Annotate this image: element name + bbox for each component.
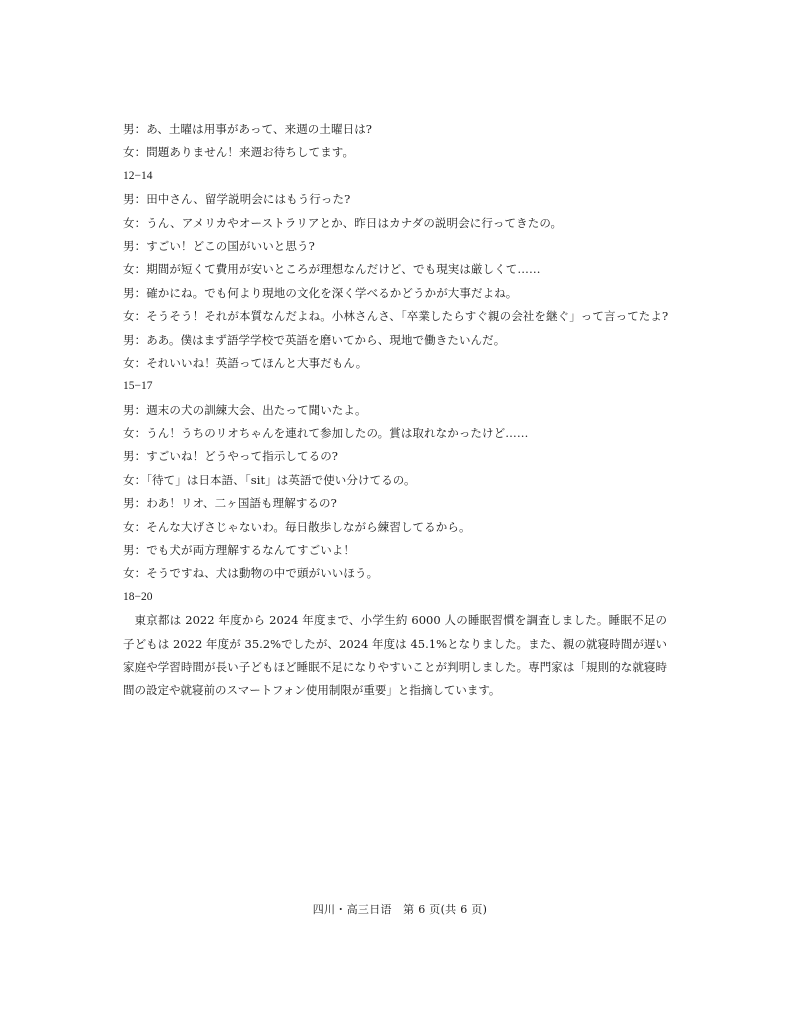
- dialogue-line: [123, 352, 683, 375]
- page-content: [123, 118, 683, 703]
- speaker-label: 男：: [123, 402, 147, 417]
- dialogue-line: [123, 235, 683, 258]
- speaker-label: 女：: [123, 262, 147, 277]
- speaker-label: 女：: [123, 145, 147, 160]
- dialogue-text: そうですね、犬は動物の中で頭がいいほう。: [146, 566, 379, 581]
- speaker-label: 女：: [123, 355, 147, 370]
- dialogue-text: ああ。僕はまず語学学校で英語を磨いてから、現地で働きたいんだ。: [146, 332, 506, 347]
- dialogue-text: 「待て」は日本語、「sit」は英語で使い分けてるの。: [146, 472, 416, 487]
- section-label-12-14: 12−14: [123, 169, 153, 182]
- dialogue-text: 確かにね。でも何より現地の文化を深く学べるかどうかが大事だよね。: [146, 285, 518, 300]
- dialogue-text: でも犬が両方理解するなんてすごいよ！: [146, 543, 356, 558]
- dialogue-text: すごい！どこの国がいいと思う?: [146, 238, 315, 253]
- speaker-label: 男：: [123, 285, 147, 300]
- speaker-label: 女：: [123, 566, 147, 581]
- dialogue-line: [123, 188, 683, 211]
- speaker-label: 男：: [123, 332, 147, 347]
- speaker-label: 女：: [123, 472, 147, 487]
- section-label-18-20: 18−20: [123, 590, 153, 603]
- page-footer: 四川・高三日语 第 6 页(共 6 页): [312, 903, 488, 916]
- speaker-label: 女：: [123, 519, 147, 534]
- dialogue-text: わあ！リオ、二ヶ国語も理解するの?: [146, 496, 337, 511]
- dialogue-line: [123, 305, 683, 328]
- dialogue-text: 週末の犬の訓練大会、出たって聞いたよ。: [146, 402, 367, 417]
- dialogue-line: [123, 399, 683, 422]
- speaker-label: 女：: [123, 215, 147, 230]
- dialogue-line: [123, 141, 683, 164]
- dialogue-line: [123, 118, 683, 141]
- section-label-15-17: 15−17: [123, 380, 153, 393]
- dialogue-text: うん、アメリカやオーストラリアとか、昨日はカナダの説明会に行ってきたの。: [146, 215, 563, 230]
- dialogue-text: そうそう！それが本質なんだよね。小林さんさ、「卒業したらすぐ親の会社を継ぐ」って言ってたよ?: [146, 309, 669, 324]
- dialogue-line: [123, 516, 683, 539]
- dialogue-line: [123, 469, 683, 492]
- dialogue-text: そんな大げさじゃないわ。毎日散歩しながら練習してるから。: [146, 519, 471, 534]
- dialogue-line: [123, 282, 683, 305]
- dialogue-text: あ、土曜は用事があって、来週の土曜日は?: [146, 122, 373, 136]
- dialogue-text: 問題ありません！来週お待ちしてます。: [146, 145, 355, 160]
- dialogue-line: [123, 492, 683, 515]
- dialogue-line: [123, 258, 683, 281]
- dialogue-text: 田中さん、留学説明会にはもう行った?: [146, 192, 351, 207]
- speaker-label: 女：: [123, 426, 147, 441]
- speaker-label: 男：: [123, 543, 147, 558]
- speaker-label: 女：: [123, 309, 147, 324]
- dialogue-text: 期間が短くて費用が安いところが理想なんだけど、でも現実は厳しくて……: [146, 262, 541, 277]
- dialogue-text: それいいね！英語ってほんと大事だもん。: [146, 355, 368, 370]
- speaker-label: 男：: [123, 449, 147, 464]
- dialogue-line: [123, 422, 683, 445]
- dialogue-line: [123, 329, 683, 352]
- dialogue-line: [123, 212, 683, 235]
- dialogue-line: [123, 539, 683, 562]
- dialogue-text: うん！うちのリオちゃんを連れて参加したの。賞は取れなかったけど……: [146, 426, 529, 441]
- passage-paragraph: 東京都は 2022 年度から 2024 年度まで、小学生約 6000 人の睡眠習慣を調査しました。睡眠不足の子どもは 2022 年度が 35.2%でしたが、2024 年度は 45.1%となりました。また、親の就寝時間が遅い家庭や学習時間が長い子どもほど睡眠不足になりやすいことが判明しました。専門家は「規則的な就寝時間の設定や就寝前のスマートフォン使用制限が重要」と指摘しています。: [123, 613, 667, 698]
- speaker-label: 男：: [123, 238, 147, 253]
- speaker-label: 男：: [123, 496, 147, 511]
- dialogue-line: [123, 562, 683, 585]
- dialogue-line: [123, 445, 683, 468]
- speaker-label: 男：: [123, 122, 147, 136]
- dialogue-text: すごいね！どうやって指示してるの?: [146, 449, 339, 464]
- speaker-label: 男：: [123, 192, 147, 207]
